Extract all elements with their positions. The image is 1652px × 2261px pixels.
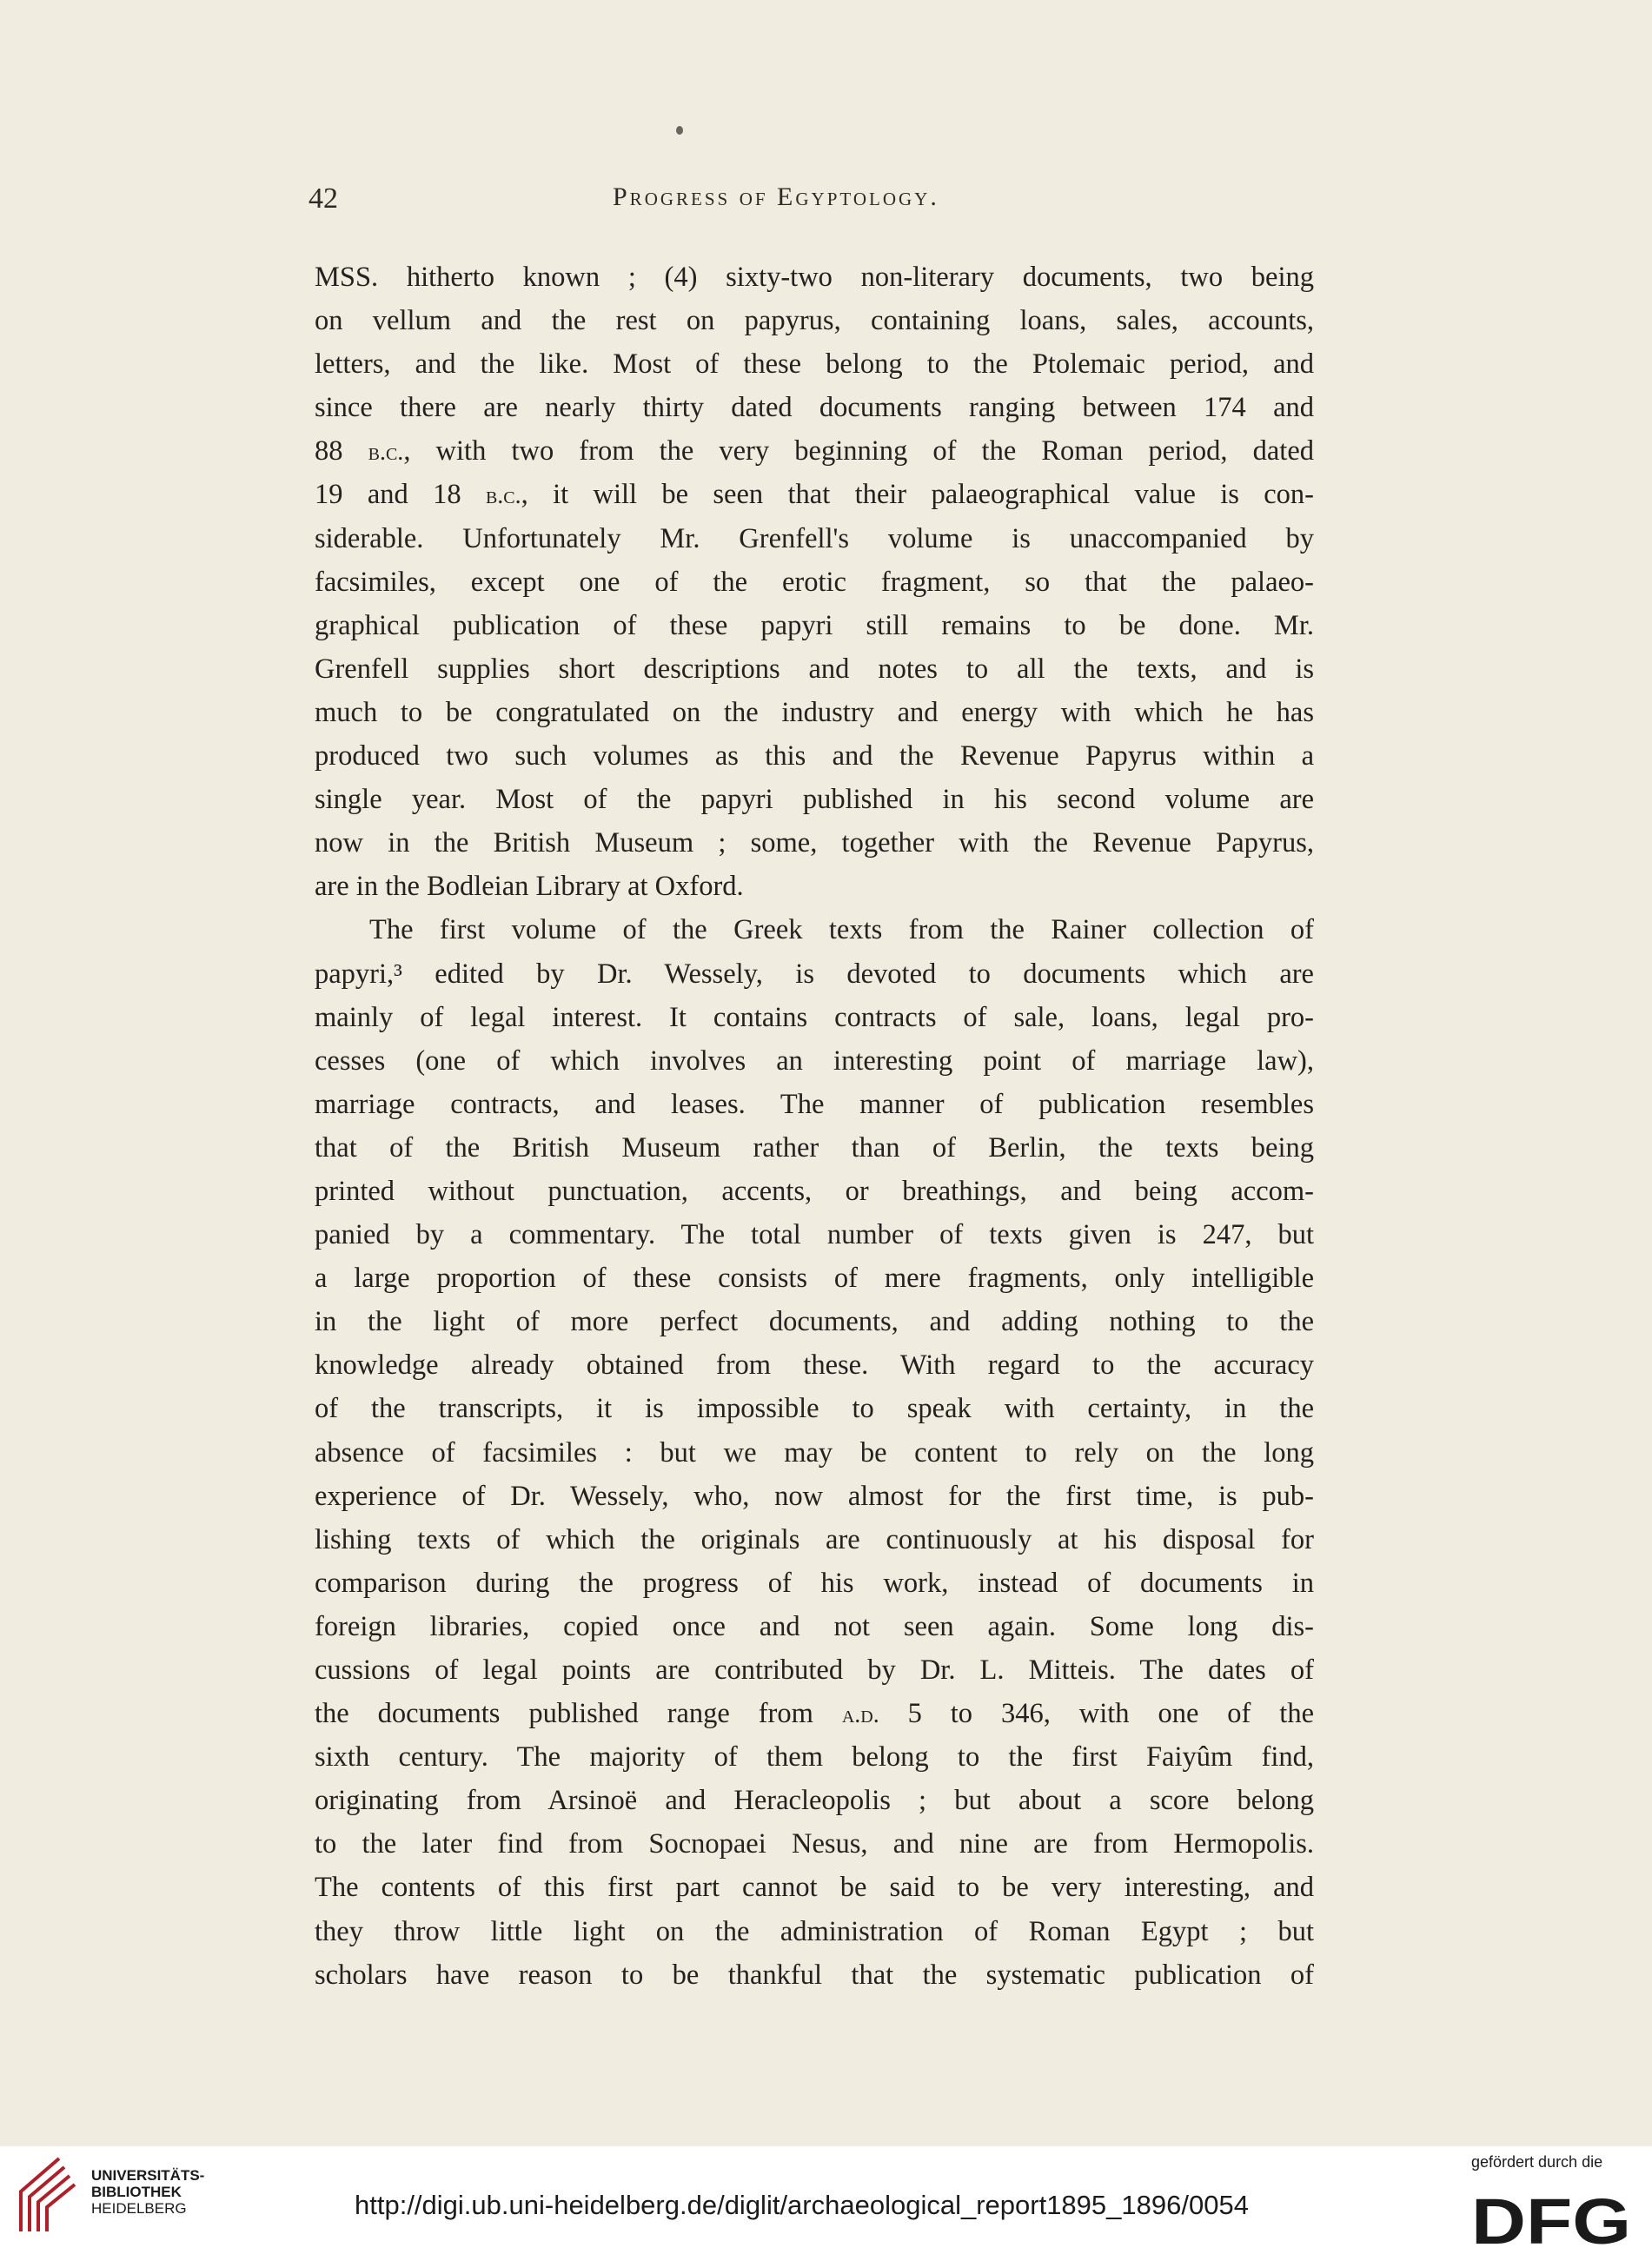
text-line: papyri,³ edited by Dr. Wessely, is devoted to documents which are	[315, 958, 1314, 990]
page-number: 42	[309, 182, 338, 215]
text-line: since there are nearly thirty dated documents ranging between 174 and	[315, 392, 1314, 424]
text-line: lishing texts of which the originals are continuously at his disposal for	[315, 1523, 1314, 1555]
body-text	[315, 255, 1314, 1997]
text-fragment: 88	[315, 435, 368, 467]
text-line: letters, and the like. Most of these belong to the Ptolemaic period, and	[315, 348, 1314, 381]
text-line: of the transcripts, it is impossible to speak with certainty, in the	[315, 1393, 1314, 1425]
dfg-logo-text: DFG	[1471, 2191, 1631, 2249]
text-line: much to be congratulated on the industry and energy with which he has	[315, 696, 1314, 728]
ink-speck	[676, 126, 683, 135]
text-line	[315, 429, 1314, 473]
text-line: The first volume of the Greek texts from the Rainer collection of	[369, 914, 1314, 946]
text-line: panied by a commentary. The total number of texts given is 247, but	[315, 1219, 1314, 1251]
text-line	[315, 473, 1314, 516]
university-library-logo-icon	[16, 2153, 83, 2237]
text-line: MSS. hitherto known ; (4) sixty-two non-literary documents, two being	[315, 262, 1314, 293]
small-caps-abbreviation: a.d.	[841, 1701, 879, 1729]
dfg-logo-icon	[1471, 2191, 1631, 2249]
text-line: now in the British Museum ; some, together with the Revenue Papyrus,	[315, 827, 1314, 859]
text-line: comparison during the progress of his work, instead of documents in	[315, 1567, 1314, 1599]
text-line	[315, 1692, 1314, 1735]
text-fragment: , it will be seen that their palaeographical value is con-	[521, 479, 1314, 511]
text-line: absence of facsimiles : but we may be content to rely on the long	[315, 1436, 1314, 1469]
text-line: single year. Most of the papyri published in his second volume are	[315, 784, 1314, 816]
text-line: originating from Arsinoë and Heracleopolis ; but about a score belong	[315, 1785, 1314, 1817]
text-line: to the later find from Socnopaei Nesus, and nine are from Hermopolis.	[315, 1828, 1314, 1860]
text-line: marriage contracts, and leases. The manner of publication resembles	[315, 1088, 1314, 1120]
text-line: foreign libraries, copied once and not seen again. Some long dis-	[315, 1610, 1314, 1642]
text-fragment: 5 to 346, with one of the	[879, 1698, 1314, 1730]
text-fragment: 19 and 18	[315, 479, 486, 511]
text-fragment: , with two from the very beginning of the Roman period, dated	[403, 435, 1315, 467]
text-line: mainly of legal interest. It contains contracts of sale, loans, legal pro-	[315, 1001, 1314, 1033]
running-head	[309, 182, 1317, 226]
text-line: a large proportion of these consists of mere fragments, only intelligible	[315, 1263, 1314, 1295]
text-line: in the light of more perfect documents, and adding nothing to the	[315, 1306, 1314, 1338]
text-line: cesses (one of which involves an interesting point of marriage law),	[315, 1044, 1314, 1077]
text-line: knowledge already obtained from these. With regard to the accuracy	[315, 1349, 1314, 1382]
source-url[interactable]: http://digi.ub.uni-heidelberg.de/diglit/archaeological_report1895_1896/0054	[355, 2190, 1249, 2220]
library-name-line3: HEIDELBERG	[91, 2200, 187, 2217]
library-name-line1: UNIVERSITÄTS-	[91, 2167, 205, 2184]
text-line: they throw little light on the administration of Roman Egypt ; but	[315, 1915, 1314, 1947]
small-caps-abbreviation: b.c.	[485, 482, 521, 510]
text-line: scholars have reason to be thankful that the systematic publication of	[315, 1959, 1314, 1991]
text-line: that of the British Museum rather than of Berlin, the texts being	[315, 1131, 1314, 1164]
funded-by-label: gefördert durch die	[1471, 2153, 1603, 2171]
text-line: produced two such volumes as this and the Revenue Papyrus within a	[315, 740, 1314, 772]
text-line: graphical publication of these papyri still remains to be done. Mr.	[315, 609, 1314, 641]
small-caps-abbreviation: b.c.	[368, 439, 404, 467]
library-name	[91, 2167, 204, 2217]
running-title: Progress of Egyptology.	[613, 182, 939, 211]
text-line: siderable. Unfortunately Mr. Grenfell's volume is unaccompanied by	[315, 522, 1314, 554]
text-line: experience of Dr. Wessely, who, now almost for the first time, is pub-	[315, 1480, 1314, 1512]
text-line: are in the Bodleian Library at Oxford.	[315, 871, 744, 903]
text-line: Grenfell supplies short descriptions and notes to all the texts, and is	[315, 653, 1314, 685]
library-name-line2: BIBLIOTHEK	[91, 2184, 182, 2200]
text-line: facsimiles, except one of the erotic fragment, so that the palaeo-	[315, 566, 1314, 598]
text-fragment: the documents published range from	[315, 1698, 842, 1730]
text-line: printed without punctuation, accents, or breathings, and being accom-	[315, 1175, 1314, 1207]
text-line: sixth century. The majority of them belong to the first Faiyûm find,	[315, 1741, 1314, 1774]
text-line: cussions of legal points are contributed by Dr. L. Mitteis. The dates of	[315, 1654, 1314, 1686]
text-line: on vellum and the rest on papyrus, containing loans, sales, accounts,	[315, 305, 1314, 337]
text-line: The contents of this first part cannot be said to be very interesting, and	[315, 1872, 1314, 1904]
